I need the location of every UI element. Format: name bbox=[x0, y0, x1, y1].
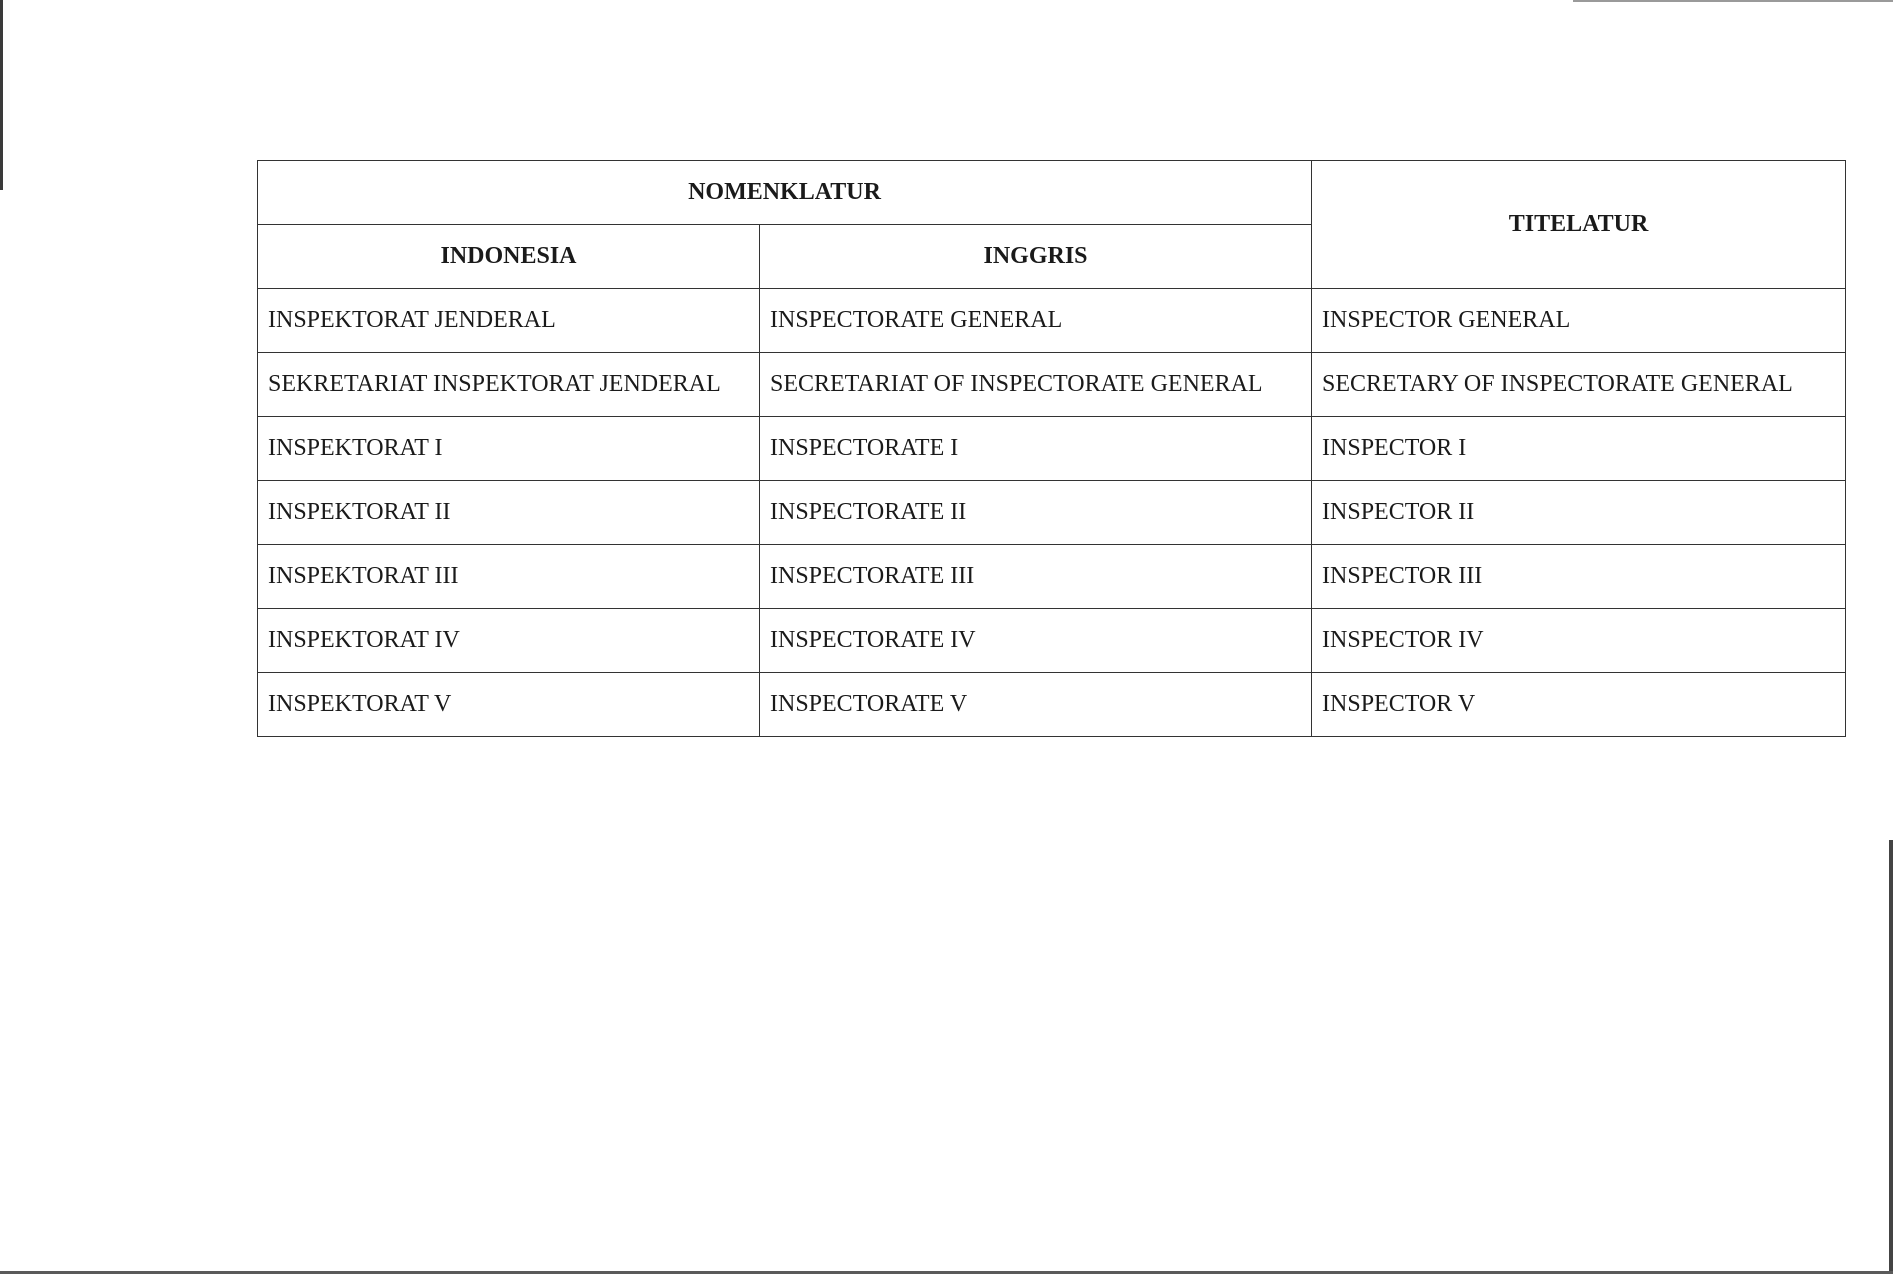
cell-inggris: INSPECTORATE IV bbox=[760, 609, 1312, 673]
cell-indonesia: INSPEKTORAT IV bbox=[258, 609, 760, 673]
cell-inggris: INSPECTORATE II bbox=[760, 481, 1312, 545]
cell-titelatur: SECRETARY OF INSPECTORATE GENERAL bbox=[1312, 353, 1846, 417]
cell-inggris: INSPECTORATE V bbox=[760, 673, 1312, 737]
cell-titelatur: INSPECTOR GENERAL bbox=[1312, 289, 1846, 353]
header-inggris: INGGRIS bbox=[760, 225, 1312, 289]
table-header bbox=[258, 161, 1846, 289]
cell-indonesia: INSPEKTORAT II bbox=[258, 481, 760, 545]
header-indonesia: INDONESIA bbox=[258, 225, 760, 289]
scan-edge-top bbox=[1573, 0, 1893, 2]
cell-indonesia: INSPEKTORAT I bbox=[258, 417, 760, 481]
table-row bbox=[258, 545, 1846, 609]
table-row bbox=[258, 481, 1846, 545]
nomenclature-table bbox=[257, 160, 1846, 737]
cell-titelatur: INSPECTOR V bbox=[1312, 673, 1846, 737]
table-row bbox=[258, 609, 1846, 673]
cell-indonesia: INSPEKTORAT V bbox=[258, 673, 760, 737]
table-body bbox=[258, 289, 1846, 737]
table-row bbox=[258, 289, 1846, 353]
scan-edge-right bbox=[1889, 840, 1893, 1274]
cell-indonesia: INSPEKTORAT III bbox=[258, 545, 760, 609]
table-row bbox=[258, 353, 1846, 417]
cell-titelatur: INSPECTOR III bbox=[1312, 545, 1846, 609]
table-row bbox=[258, 673, 1846, 737]
header-titelatur: TITELATUR bbox=[1312, 161, 1846, 289]
scan-edge-left bbox=[0, 0, 3, 190]
cell-titelatur: INSPECTOR IV bbox=[1312, 609, 1846, 673]
cell-inggris: INSPECTORATE GENERAL bbox=[760, 289, 1312, 353]
header-row-group bbox=[258, 161, 1846, 225]
cell-indonesia: INSPEKTORAT JENDERAL bbox=[258, 289, 760, 353]
cell-titelatur: INSPECTOR I bbox=[1312, 417, 1846, 481]
cell-inggris: INSPECTORATE I bbox=[760, 417, 1312, 481]
cell-indonesia: SEKRETARIAT INSPEKTORAT JENDERAL bbox=[258, 353, 760, 417]
cell-titelatur: INSPECTOR II bbox=[1312, 481, 1846, 545]
cell-inggris: INSPECTORATE III bbox=[760, 545, 1312, 609]
cell-inggris: SECRETARIAT OF INSPECTORATE GENERAL bbox=[760, 353, 1312, 417]
table-row bbox=[258, 417, 1846, 481]
header-nomenklatur: NOMENKLATUR bbox=[258, 161, 1312, 225]
